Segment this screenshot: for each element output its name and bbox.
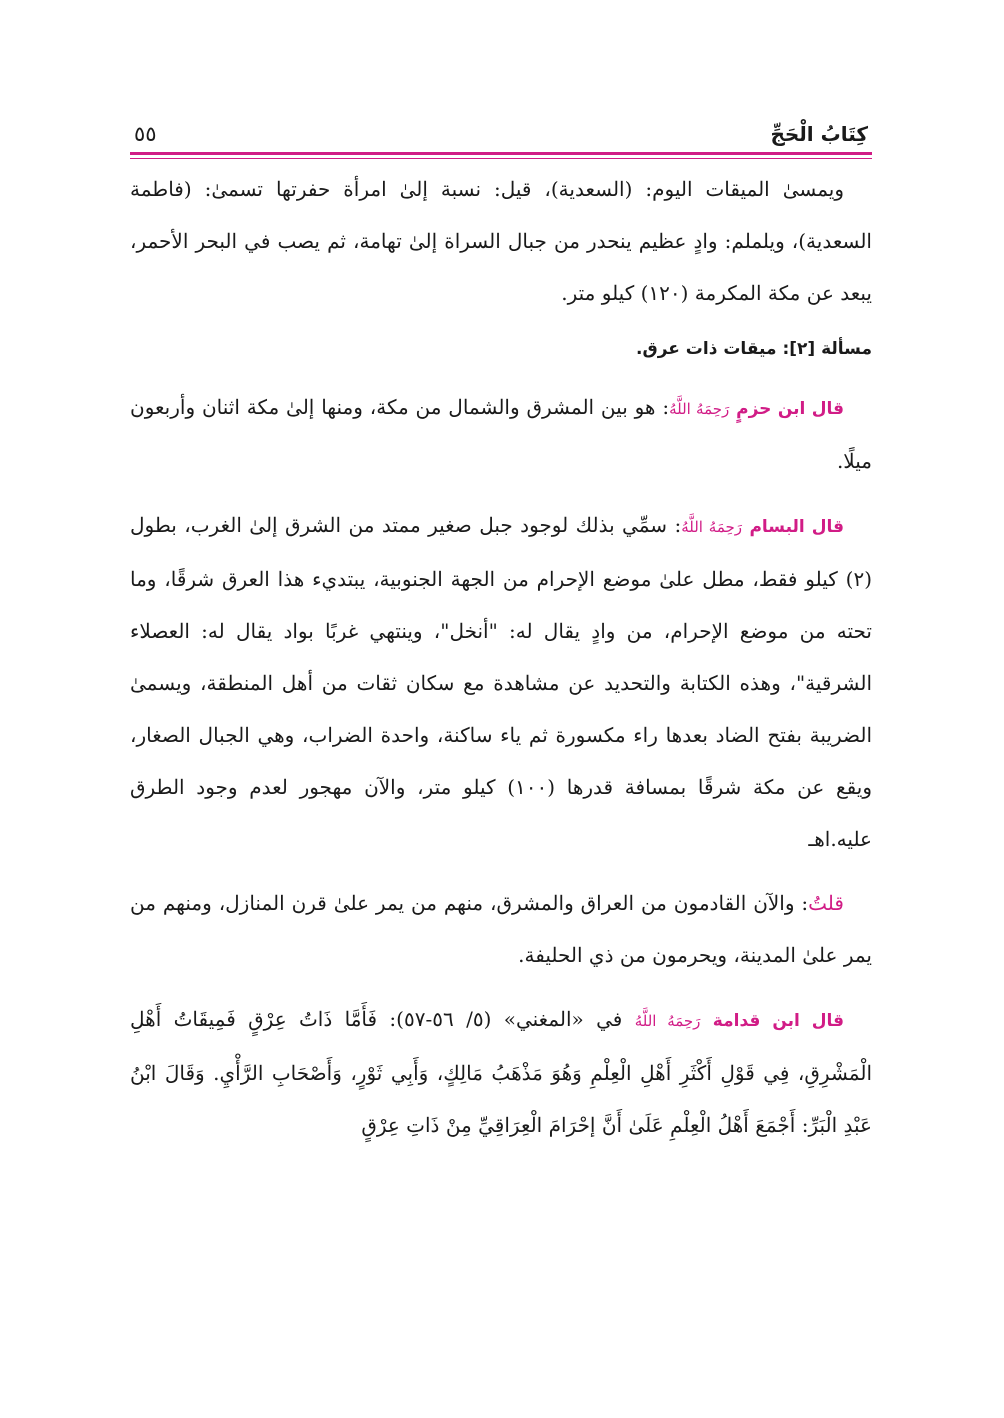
quote-text: : هو بين المشرق والشمال من مكة، ومنها إلىٰ مكة اثنان وأربعون ميلًا.	[130, 395, 872, 473]
spacer	[130, 487, 872, 499]
speaker-bassam: قال البسام	[749, 517, 844, 537]
quote-text: : سمِّي بذلك لوجود جبل صغير ممتد من الشرق إلىٰ الغرب، بطول (٢) كيلو فقط، مطل علىٰ موضع الإحرام من الجهة الجنوبية، يبتديء هذا العرق شرقًا، وما تحته من موضع الإحرام، من وادٍ يقال له: "أنخل"، وينتهي غربًا بواد يقال له: العصلاء الشرقية"، وهذه الكتابة والتحديد عن مشاهدة مع سكان ثقات من أهل المنطقة، ويسمىٰ الضريبة بفتح الضاد بعدها راء مكسورة ثم ياء ساكنة، واحدة الضراب، وهي الجبال الصغار، ويقع عن مكة شرقًا بمسافة قدرها (١٠٠) كيلو متر، والآن مهجور لعدم وجود الطرق عليه.اهـ	[130, 513, 872, 851]
page-number: ٥٥	[134, 122, 157, 146]
page	[130, 100, 872, 1151]
quote-text: في «المغني» (٥/ ٥٦-٥٧): فَأَمَّا ذَاتُ عِرْقٍ فَمِيقَاتُ أَهْلِ الْمَشْرِقِ، فِي قَوْلِ أَكْثَرِ أَهْلِ الْعِلْمِ وَهُوَ مَذْهَبُ مَالِكٍ، وَأَبِي ثَوْرٍ، وَأَصْحَابِ الرَّأْيِ. وَقَالَ ابْنُ عَبْدِ الْبَرِّ: أَجْمَعَ أَهْلُ الْعِلْمِ عَلَىٰ أَنَّ إحْرَامَ الْعِرَاقِيِّ مِنْ ذَاتِ عِرْقٍ	[130, 1007, 872, 1137]
issue-title: ميقات ذات عرق.	[636, 339, 777, 359]
paragraph-ibn-qudama	[130, 993, 872, 1151]
book-title: كِتَابُ الْحَجِّ	[770, 122, 868, 146]
honorific: رَحِمَهُ اللَّهُ	[681, 518, 743, 536]
issue-number: مسألة [٢]:	[782, 339, 872, 359]
header-rule-thick	[130, 152, 872, 155]
paragraph-yalamlam: ويمسىٰ الميقات اليوم: (السعدية)، قيل: نسبة إلىٰ امرأة حفرتها تسمىٰ: (فاطمة السعدية)، ويلملم: وادٍ عظيم ينحدر من جبال السراة إلىٰ تهامة، ثم يصب في البحر الأحمر، يبعد عن مكة المكرمة (١٢٠) كيلو متر.	[130, 177, 872, 305]
note-text: : والآن القادمون من العراق والمشرق، منهم من يمر علىٰ قرن المنازل، ومنهم من يمر علىٰ المدينة، ويحرمون من ذي الحليفة.	[130, 891, 872, 967]
spacer	[130, 865, 872, 877]
speaker-author: قلتُ	[808, 891, 844, 915]
honorific: رَحِمَهُ اللَّهُ	[669, 400, 730, 418]
speaker-ibn-qudama: قال ابن قدامة	[712, 1011, 845, 1031]
honorific: رَحِمَهُ اللَّهُ	[634, 1012, 701, 1030]
paragraph-author-note	[130, 877, 872, 981]
paragraph-bassam	[130, 499, 872, 865]
header-rule-thin	[130, 158, 872, 159]
running-header	[130, 100, 872, 146]
speaker-ibn-hazm: قال ابن حزمٍ	[736, 399, 845, 419]
spacer	[130, 981, 872, 993]
section-heading	[130, 333, 872, 365]
paragraph-ibn-hazm	[130, 381, 872, 487]
